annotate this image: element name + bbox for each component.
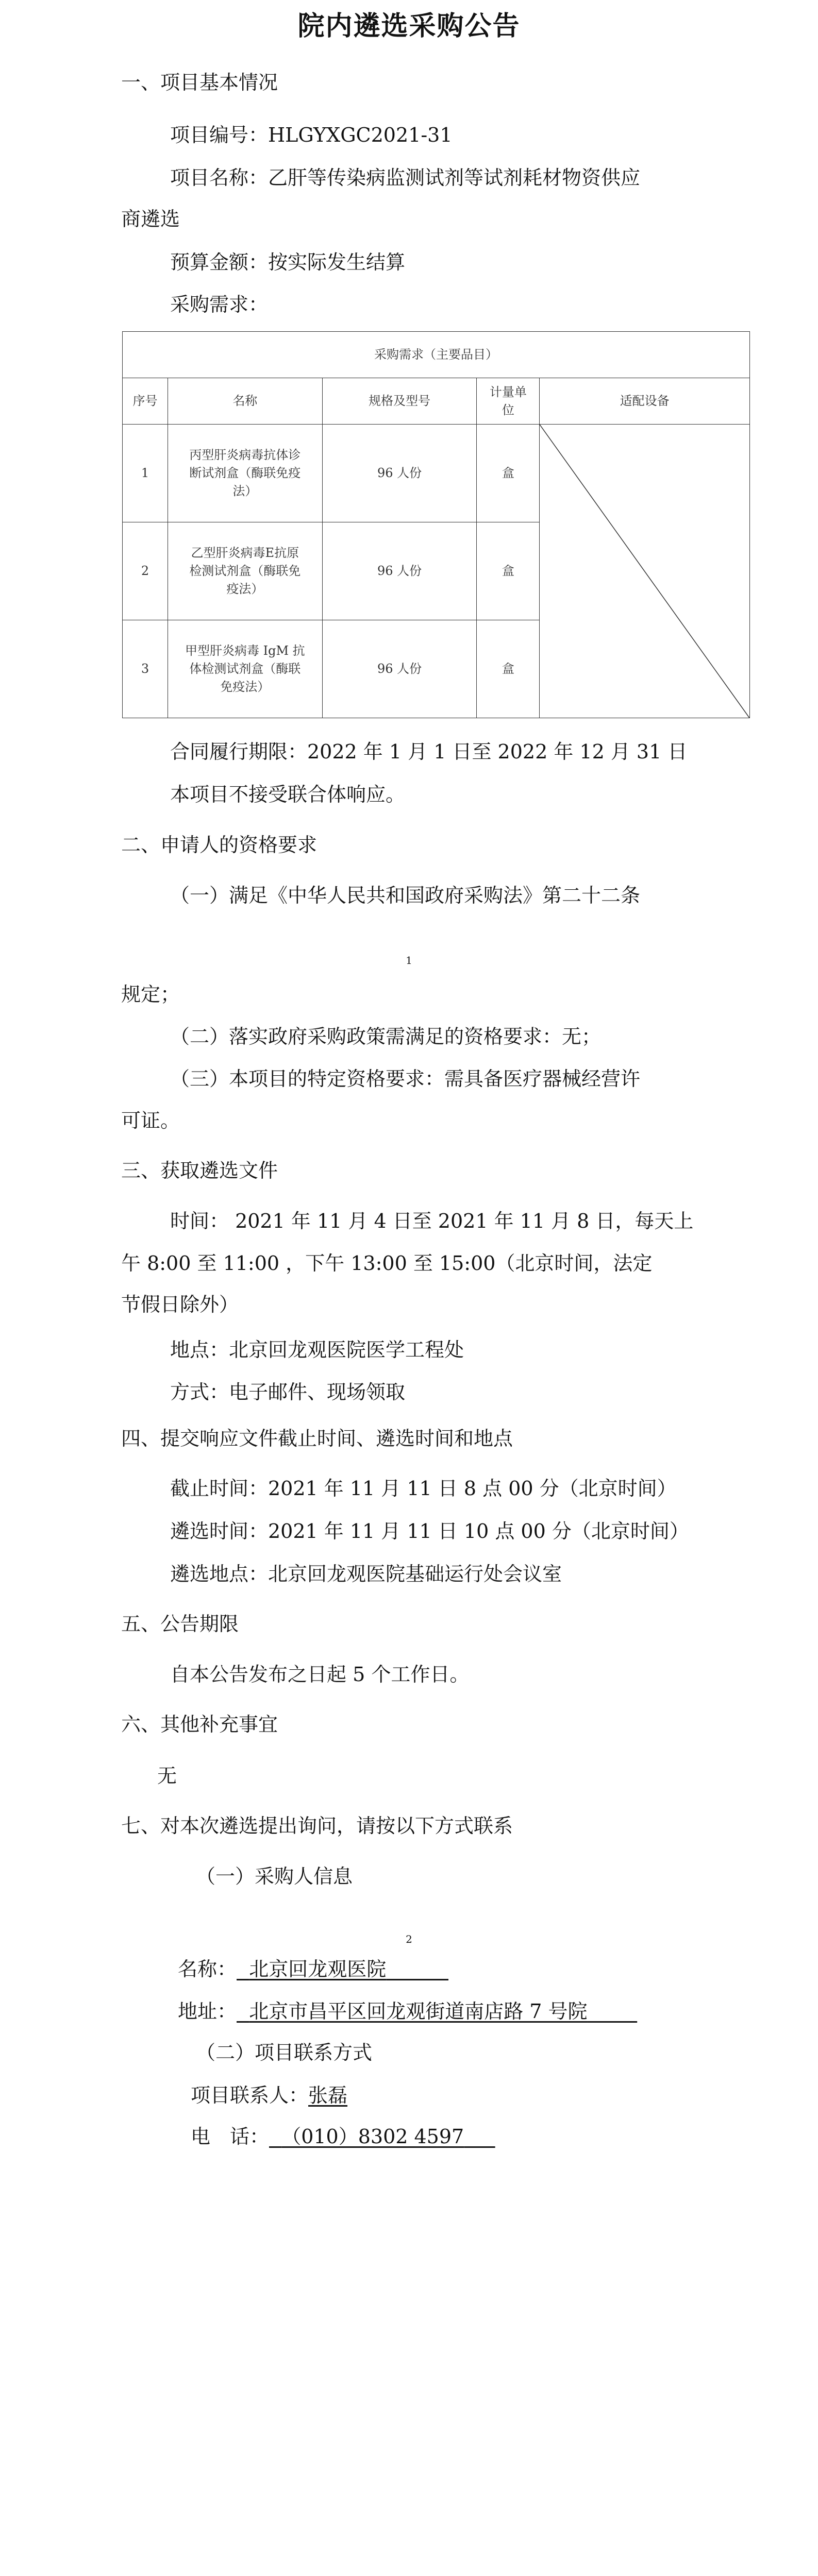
page-number: 1 xyxy=(406,954,412,967)
row-no: 1 xyxy=(123,425,168,522)
row-no: 2 xyxy=(123,522,168,620)
purchaser-address-label: 地址： xyxy=(178,2000,237,2023)
contract-period: 合同履行期限：2022 年 1 月 1 日至 2022 年 12 月 31 日 xyxy=(170,740,688,763)
row-name xyxy=(168,620,322,718)
page-3 xyxy=(0,1958,818,2576)
section1-heading: 一、项目基本情况 xyxy=(121,71,278,94)
qualification-1: （一）满足《中华人民共和国政府采购法》第二十二条 xyxy=(170,884,641,907)
contact-person-value: 张磊 xyxy=(308,2084,348,2107)
deadline: 截止时间：2021 年 11 月 11 日 8 点 00 分（北京时间） xyxy=(170,1477,677,1500)
page-1 xyxy=(0,0,818,979)
purchaser-address xyxy=(178,2000,637,2024)
purchaser-heading: （一）采购人信息 xyxy=(196,1865,353,1888)
purchaser-name-value: 北京回龙观医院 xyxy=(249,1958,387,1980)
purchaser-address-value: 北京市昌平区回龙观街道南店路 7 号院 xyxy=(249,2000,588,2023)
header-spec: 规格及型号 xyxy=(322,378,477,425)
row-unit: 盒 xyxy=(477,620,540,718)
row-name xyxy=(168,522,322,620)
page-title: 院内遴选采购公告 xyxy=(297,10,521,42)
purchaser-name-label: 名称： xyxy=(178,1958,237,1980)
section5-heading: 五、公告期限 xyxy=(121,1613,239,1635)
project-name-line2: 商遴选 xyxy=(121,208,180,230)
section6-heading: 六、其他补充事宜 xyxy=(121,1713,278,1736)
row-name-line: 断试剂盒（酶联免疫 xyxy=(189,466,301,481)
project-name-line1: 项目名称：乙肝等传染病监测试剂等试剂耗材物资供应 xyxy=(170,166,641,189)
contact-phone-value: （010）8302 4597 xyxy=(281,2125,464,2148)
budget: 预算金额：按实际发生结算 xyxy=(170,251,406,274)
contact-person xyxy=(191,2084,347,2108)
obtain-time-line1: 时间： 2021 年 11 月 4 日至 2021 年 11 月 8 日，每天上 xyxy=(170,1210,694,1232)
obtain-place: 地点：北京回龙观医院医学工程处 xyxy=(170,1338,464,1361)
row-name xyxy=(168,425,322,522)
qualification-3-line2: 可证。 xyxy=(121,1109,180,1132)
contact-phone xyxy=(191,2125,495,2149)
header-unit-line2: 位 xyxy=(502,402,514,417)
qualification-2: （二）落实政府采购政策需满足的资格要求：无； xyxy=(170,1025,602,1048)
row-name-line: 检测试剂盒（酶联免 xyxy=(189,564,301,579)
notice-period: 自本公告发布之日起 5 个工作日。 xyxy=(170,1663,470,1686)
row-name-line: 免疫法） xyxy=(220,679,270,694)
qualification-1-cont: 规定； xyxy=(121,983,180,1006)
no-consortium: 本项目不接受联合体响应。 xyxy=(170,783,406,806)
table-caption: 采购需求（主要品目） xyxy=(123,332,750,378)
obtain-method: 方式：电子邮件、现场领取 xyxy=(170,1381,406,1403)
row-spec: 96 人份 xyxy=(322,522,477,620)
header-equipment: 适配设备 xyxy=(540,378,750,425)
table-row xyxy=(123,425,750,522)
project-number: 项目编号：HLGYXGC2021-31 xyxy=(170,124,453,146)
row-spec: 96 人份 xyxy=(322,620,477,718)
equipment-cell-diagonal xyxy=(540,425,750,718)
contact-phone-label: 电 话： xyxy=(191,2125,270,2148)
section3-heading: 三、获取遴选文件 xyxy=(121,1159,278,1182)
section7-heading: 七、对本次遴选提出询问，请按以下方式联系 xyxy=(121,1815,513,1837)
requirements-table xyxy=(122,331,750,718)
row-name-line: 法） xyxy=(232,483,258,498)
section4-heading: 四、提交响应文件截止时间、遴选时间和地点 xyxy=(121,1427,513,1450)
row-name-line: 疫法） xyxy=(226,581,264,596)
header-unit-line1: 计量单 xyxy=(489,384,527,399)
obtain-time-line2: 午 8:00 至 11:00 ，下午 13:00 至 15:00（北京时间，法定 xyxy=(121,1252,653,1275)
diagonal-line xyxy=(540,425,749,718)
contact-heading: （二）项目联系方式 xyxy=(196,2041,373,2064)
row-no: 3 xyxy=(123,620,168,718)
header-name: 名称 xyxy=(168,378,322,425)
page-2 xyxy=(0,979,818,1958)
row-name-line: 体检测试剂盒（酶联 xyxy=(189,662,301,676)
section2-heading: 二、申请人的资格要求 xyxy=(121,834,318,856)
qualification-3-line1: （三）本项目的特定资格要求：需具备医疗器械经营许 xyxy=(170,1067,641,1090)
row-name-line: 乙型肝炎病毒E抗原 xyxy=(191,546,299,561)
row-unit: 盒 xyxy=(477,425,540,522)
header-unit xyxy=(477,378,540,425)
header-no: 序号 xyxy=(123,378,168,425)
contact-person-label: 项目联系人： xyxy=(191,2084,309,2107)
select-time: 遴选时间：2021 年 11 月 11 日 10 点 00 分（北京时间） xyxy=(170,1520,689,1543)
page-number: 2 xyxy=(406,1933,412,1945)
row-spec: 96 人份 xyxy=(322,425,477,522)
select-place: 遴选地点：北京回龙观医院基础运行处会议室 xyxy=(170,1563,562,1585)
row-name-line: 丙型肝炎病毒抗体诊 xyxy=(189,448,301,463)
other-matters: 无 xyxy=(157,1765,177,1787)
row-unit: 盒 xyxy=(477,522,540,620)
purchaser-name xyxy=(178,1958,448,1981)
demand-label: 采购需求： xyxy=(170,293,269,316)
row-name-line: 甲型肝炎病毒 IgM 抗 xyxy=(185,643,305,658)
obtain-time-line3: 节假日除外） xyxy=(121,1293,239,1316)
